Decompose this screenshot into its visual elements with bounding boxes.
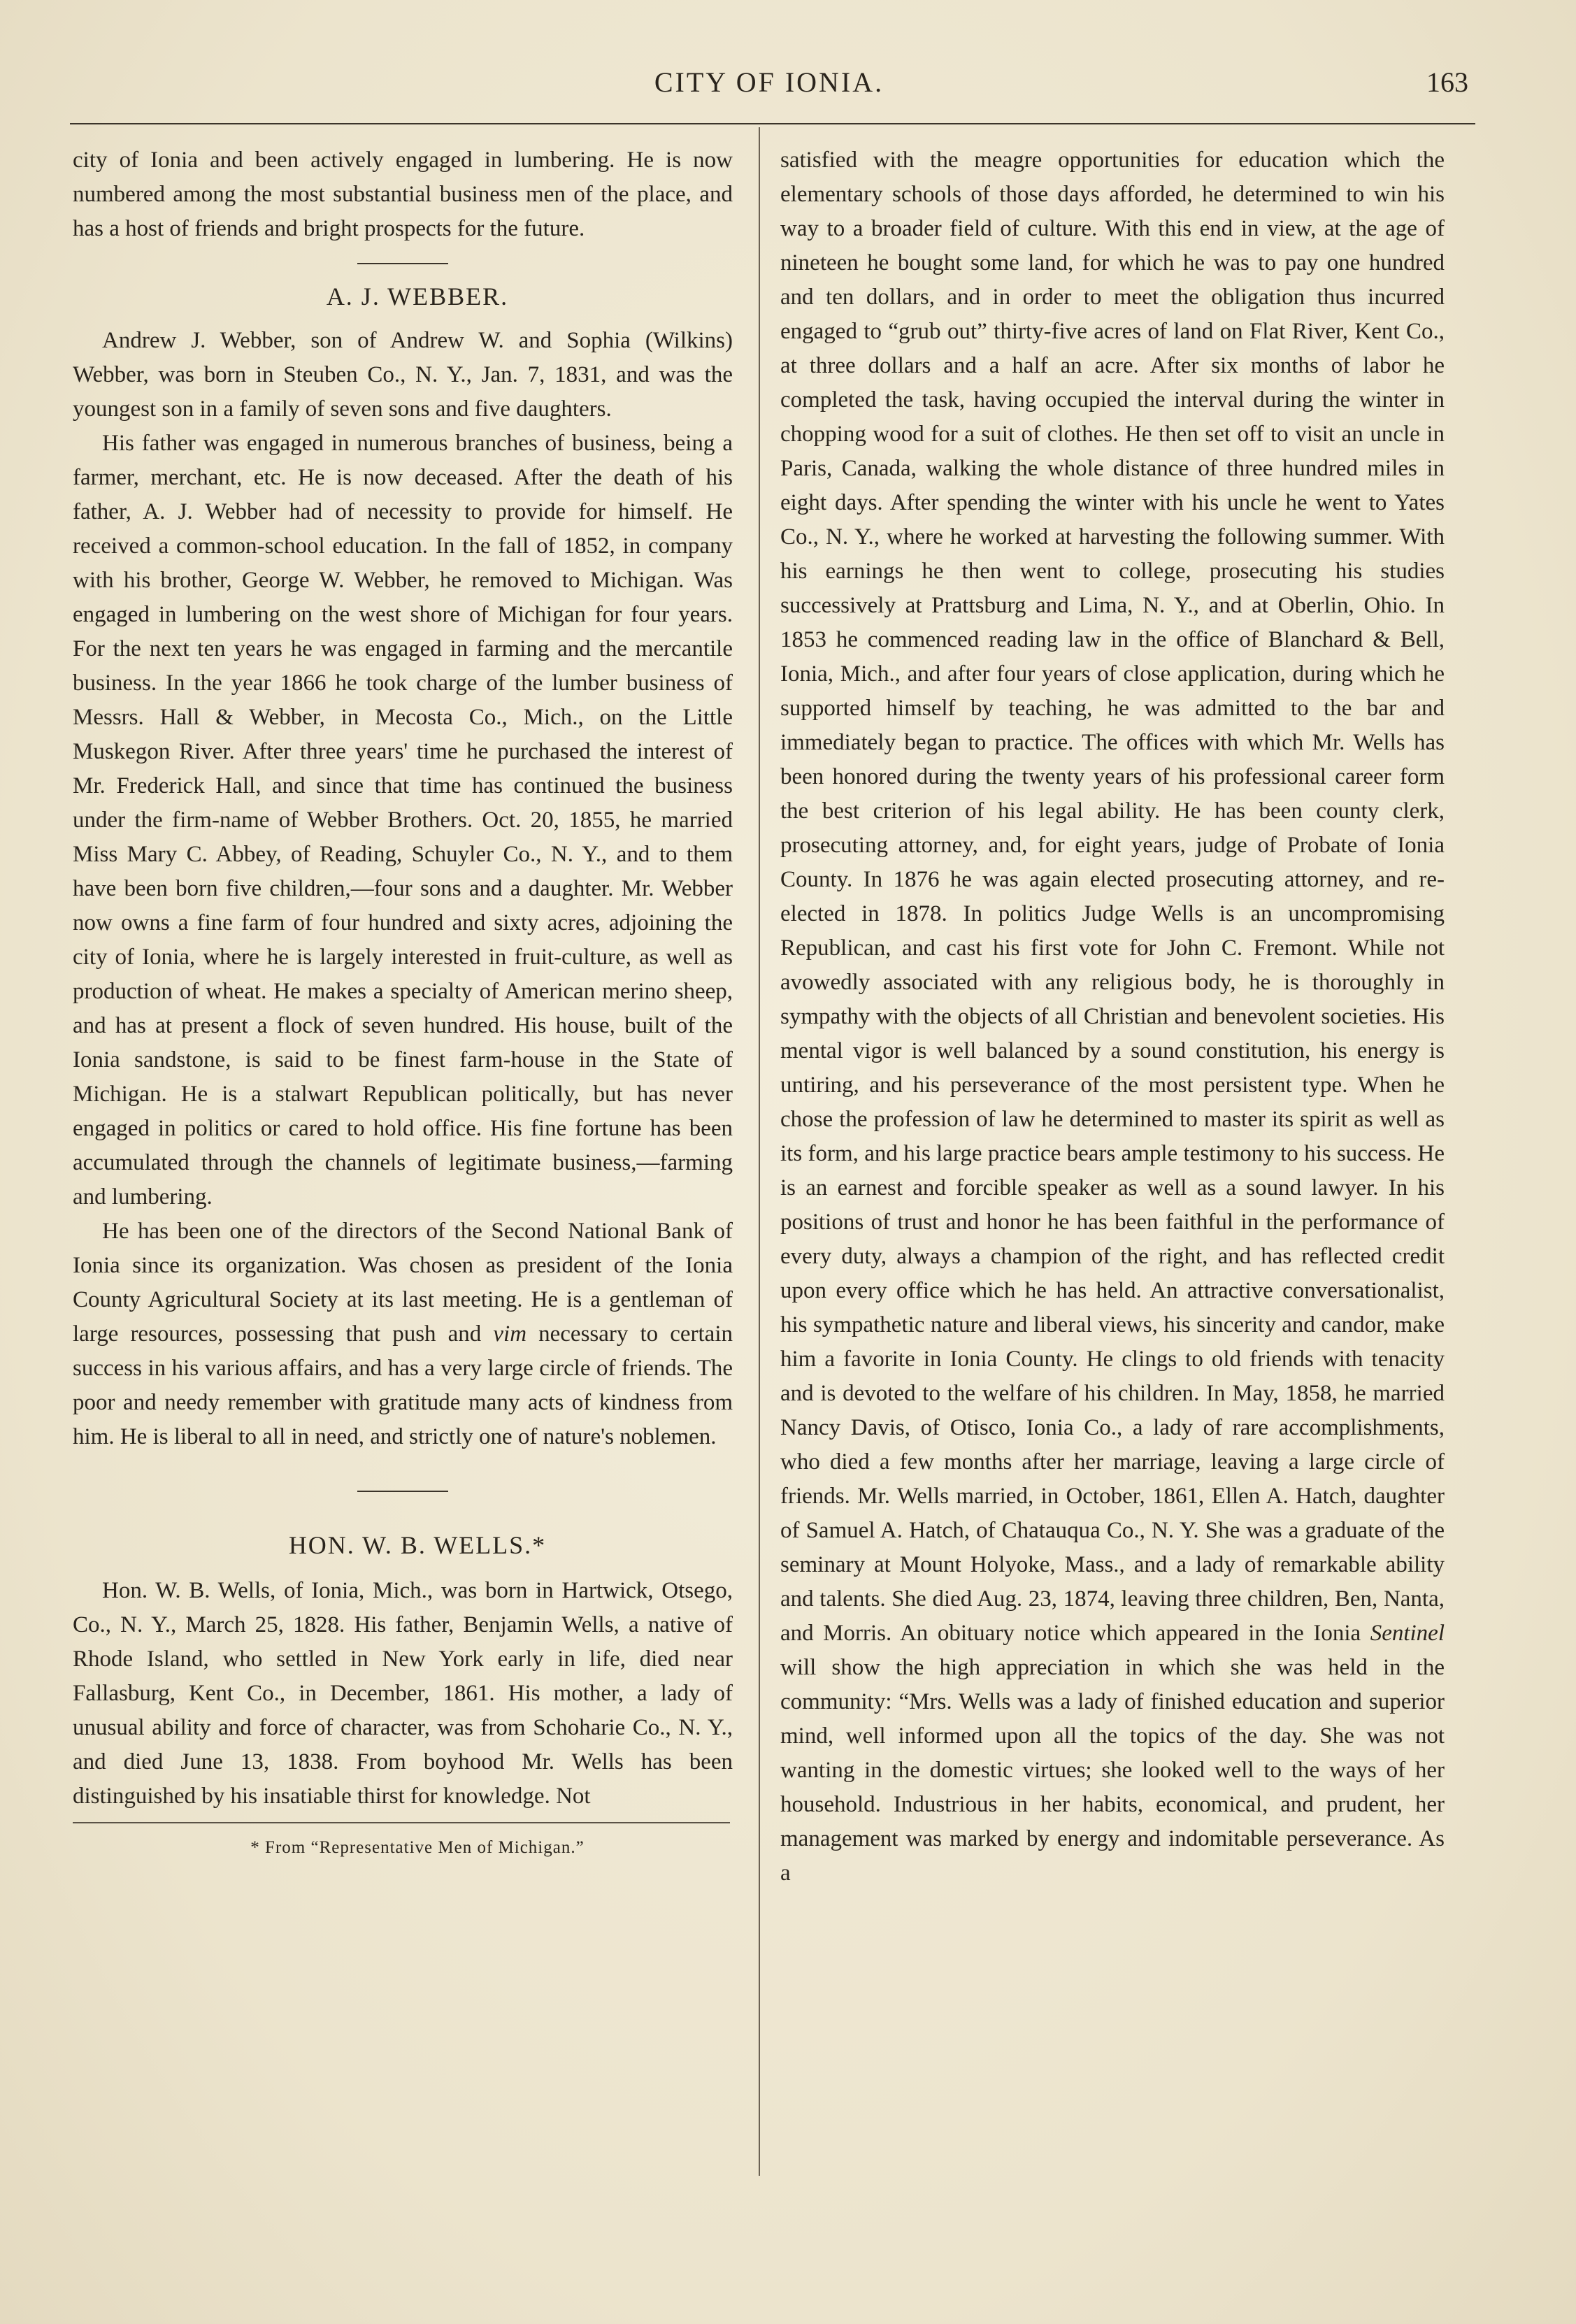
- footnote: * From “Representative Men of Michigan.”: [250, 1838, 585, 1857]
- page-number: 163: [1426, 66, 1468, 98]
- section-divider: [357, 263, 448, 264]
- footnote-rule: [73, 1822, 730, 1823]
- newspaper-name-italic: Sentinel: [1370, 1621, 1445, 1646]
- section-heading-webber: A. J. WEBBER.: [326, 282, 509, 310]
- wells-text-a: satisfied with the meagre opportunities for education which the elementary schools of those days afforded, he determined to win his way to a broader field of culture. With this end in view, at the age of nineteen he bought some land, for which he was to pay one hundred and ten dollars, and in order to meet the obligation thus incurred engaged to “grub out” thirty-five acres of land on Flat River, Kent Co., at three dollars and a half an acre. After six months of labor he completed the task, having occupied the interval during the winter in chopping wood for a suit of clothes. He then set off to visit an uncle in Paris, Canada, walking the whole distance of three hundred miles in eight days. After spending the winter with his uncle he went to Yates Co., N. Y., where he worked at harvesting the following summer. With his earnings he then went to college, prosecuting his studies successively at Prattsburg and Lima, N. Y., and at Oberlin, Ohio. In 1853 he commenced reading law in the office of Blanchard & Bell, Ionia, Mich., and after four years of close application, during which he supported himself by teaching, he was admitted to the bar and immediately began to practice. The offices with which Mr. Wells has been honored during the twenty years of his professional career form the best criterion of his legal ability. He has been county clerk, prosecuting attorney, and, for eight years, judge of Probate of Ionia County. In 1876 he was again elected prosecuting attorney, and re-elected in 1878. In politics Judge Wells is an uncompromising Republican, and cast his first vote for John C. Fremont. While not avowedly associated with any religious body, he is thoroughly in sympathy with the objects of all Christian and benevolent societies. His mental vigor is well balanced by a sound constitution, his energy is untiring, and his perseverance of the most persistent type. When he chose the profession of law he determined to master its spirit as well as its form, and his large practice bears ample testimony to his success. He is an earnest and forcible speaker as well as a sound lawyer. In his positions of trust and honor he has been faithful in the performance of every duty, always a champion of the right, and has reflected credit upon every office which he has held. An attractive conversationalist, his sympathetic nature and liberal views, his sincerity and candor, make him a favorite in Ionia County. He clings to old friends with tenacity and is devoted to the welfare of his children. In May, 1858, he married Nancy Davis, of Otisco, Ionia Co., a lady of rare accomplishments, who died a few months after her marriage, leaving a large circle of friends. Mr. Wells married, in October, 1861, Ellen A. Hatch, daughter of Samuel A. Hatch, of Chatauqua Co., N. Y. She was a graduate of the seminary at Mount Holyoke, Mass., and a lady of remarkable ability and talents. She died Aug. 23, 1874, leaving three children, Ben, Nanta, and Morris. An obituary notice which appeared in the Ionia: [780, 148, 1445, 1646]
- header-rule: [70, 123, 1475, 124]
- right-column: [780, 143, 1445, 1891]
- column-divider: [759, 127, 760, 2176]
- webber-p3-italic: vim: [493, 1321, 527, 1347]
- wells-paragraph-1: Hon. W. B. Wells, of Ionia, Mich., was born in Hartwick, Otsego, Co., N. Y., March 25, 1828. His father, Benjamin Wells, a native of Rhode Island, who settled in New York early in life, died near Fallasburg, Kent Co., in December, 1861. His mother, a lady of unusual ability and force of character, was from Schoharie Co., N. Y., and died June 13, 1838. From boyhood Mr. Wells has been distinguished by his insatiable thirst for knowledge. Not: [73, 1578, 733, 1809]
- wells-text-b: will show the high appreciation in which she was held in the community: “Mrs. Wells was a lady of finished education and superior mind, well informed upon all the topics of the day. She was not wanting in the domestic virtues; she looked well to the ways of her household. Industrious in her habits, economical, and prudent, her management was marked by energy and indomitable perseverance. As a: [780, 1655, 1445, 1886]
- webber-paragraph-1: Andrew J. Webber, son of Andrew W. and Sophia (Wilkins) Webber, was born in Steuben Co., N. Y., Jan. 7, 1831, and was the youngest son in a family of seven sons and five daughters.: [73, 328, 733, 422]
- running-title: CITY OF IONIA.: [654, 66, 884, 98]
- section-divider: [357, 1491, 448, 1492]
- continued-paragraph: city of Ionia and been actively engaged in lumbering. He is now numbered among the most substantial business men of the place, and has a host of friends and bright prospects for the future.: [73, 148, 733, 241]
- webber-paragraph-2: His father was engaged in numerous branches of business, being a farmer, merchant, etc. He is now deceased. After the death of his father, A. J. Webber had of necessity to provide for himself. He received a common-school education. In the fall of 1852, in company with his brother, George W. Webber, he removed to Michigan. Was engaged in lumbering on the west shore of Michigan for four years. For the next ten years he was engaged in farming and the mercantile business. In the year 1866 he took charge of the lumber business of Messrs. Hall & Webber, in Mecosta Co., Mich., on the Little Muskegon River. After three years' time he purchased the interest of Mr. Frederick Hall, and since that time has continued the business under the firm-name of Webber Brothers. Oct. 20, 1855, he married Miss Mary C. Abbey, of Reading, Schuyler Co., N. Y., and to them have been born five children,—four sons and a daughter. Mr. Webber now owns a fine farm of four hundred and sixty acres, adjoining the city of Ionia, where he is largely interested in fruit-culture, as well as production of wheat. He makes a specialty of American merino sheep, and has at present a flock of seven hundred. His house, built of the Ionia sandstone, is said to be finest farm-house in the State of Michigan. He is a stalwart Republican politically, but has never engaged in politics or cared to hold office. His fine fortune has been accumulated through the channels of legitimate business,—farming and lumbering.: [73, 431, 733, 1210]
- webber-p3-text-a: He has been one of the directors of the Second National Bank of Ionia since its organization. Was chosen as president of the Ionia County Agricultural Society at its last meeting. He is a gentleman of large resources, possessing that push and: [73, 1219, 733, 1347]
- wells-continued-text: [780, 143, 1445, 1891]
- running-head: [70, 62, 1468, 103]
- webber-paragraph-3: [73, 1214, 733, 1454]
- webber-p3-text-b: necessary to certain success in his various affairs, and has a very large circle of friends. The poor and needy remember with gratitude many acts of kindness from him. He is liberal to all in need, and strictly one of nature's noblemen.: [73, 1321, 733, 1449]
- left-column: [73, 143, 733, 1865]
- section-heading-wells: HON. W. B. WELLS.*: [288, 1531, 547, 1559]
